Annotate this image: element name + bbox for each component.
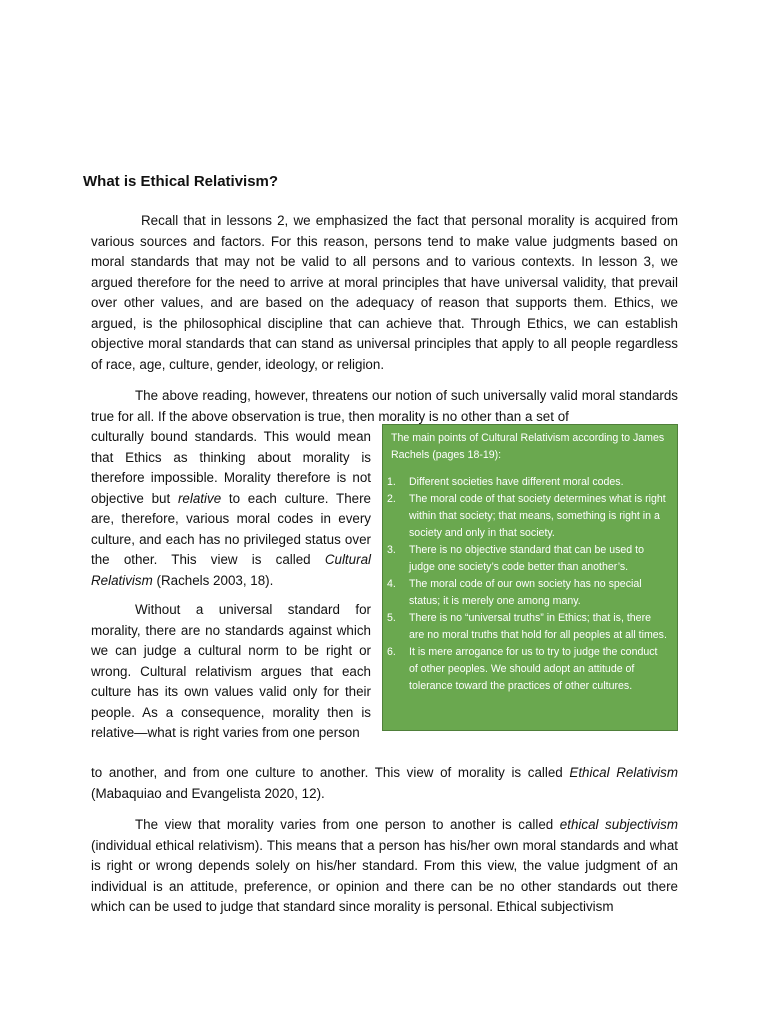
sidebar-box-heading: The main points of Cultural Relativism according to James Rachels (pages 18-19):	[391, 432, 665, 461]
list-number: 6.	[387, 646, 396, 658]
list-number: 3.	[387, 544, 396, 556]
text-run: to each culture. There are, therefore, various moral codes in every culture, and each has no privileged status over the other. This view is called	[91, 490, 371, 567]
sidebar-points-list	[387, 474, 669, 695]
section-heading: What is Ethical Relativism?	[83, 173, 279, 190]
list-item	[387, 474, 669, 491]
emphasis-ethical-subjectivism: ethical subjectivism	[559, 817, 678, 832]
list-text: The moral code of that society determines what is right within that society; that means, something is right in a society and only in that society.	[409, 493, 666, 539]
emphasis-cultural-relativism: Cultural Relativism	[91, 552, 371, 588]
paragraph-universal-standard: Without a universal standard for morality, there are no standards against which we can judge a cultural norm to be right or wrong. Cultural relativism argues that each culture has its own values valid only for their people. As a consequence, morality then is relative—what is right varies from one person	[91, 602, 371, 740]
emphasis-ethical-relativism: Ethical Relativism	[569, 765, 678, 780]
list-text: Different societies have different moral codes.	[409, 476, 624, 488]
list-item	[387, 610, 669, 644]
paragraph-threat-full-width: The above reading, however, threatens our notion of such universally valid moral standards true for all. If the above observation is true, then morality is no other than a set of	[91, 388, 678, 424]
text-run: culturally bound standards. This would mean that Ethics as thinking about morality is therefore impossible. Morality therefore is not objective but	[91, 429, 371, 506]
text-run: (individual ethical relativism). This means that a person has his/her own moral standards and what is right or wrong depends solely on his/her standard. From this view, the value judgment of an individual is an attitude, preference, or opinion and there can be no other standards out there which can be used to judge that standard since morality is personal. Ethical subjectivism	[91, 837, 678, 914]
list-number: 5.	[387, 612, 396, 624]
list-text: There is no “universal truths” in Ethics; that is, there are no moral truths that hold for all peoples at all times.	[409, 612, 667, 641]
citation: (Mabaquiao and Evangelista 2020, 12).	[91, 785, 325, 801]
list-text: The moral code of our own society has no special status; it is merely one among many.	[409, 578, 642, 607]
list-item	[387, 576, 669, 610]
list-number: 2.	[387, 493, 396, 505]
paragraph-ethical-subjectivism	[91, 815, 678, 918]
paragraph-intro: Recall that in lessons 2, we emphasized the fact that personal morality is acquired from various sources and factors. For this reason, persons tend to make value judgments based on moral standards that may not be valid to all persons and to various contexts. In lesson 3, we argued therefore for the need to arrive at moral principles that have universal validity, that prevail over other values, and are based on the adequacy of reason that supports them. Ethics, we argued, is the philosophical discipline that can achieve that. Through Ethics, we can establish objective moral standards that can stand as universal principles that apply to all people regardless of race, age, culture, gender, ideology, or religion.	[91, 213, 678, 372]
text-run: to another, and from one culture to another. This view of morality is called	[91, 765, 570, 780]
list-item	[387, 644, 669, 695]
list-number: 1.	[387, 476, 396, 488]
list-item	[387, 491, 669, 542]
paragraph-cultural-relativism	[91, 427, 371, 591]
list-item	[387, 542, 669, 576]
paragraph-ethical-relativism	[91, 763, 678, 804]
list-text: There is no objective standard that can be used to judge one society’s code better than another’s.	[409, 544, 644, 573]
cultural-relativism-sidebar-box	[382, 424, 678, 731]
citation: (Rachels 2003, 18).	[152, 572, 274, 588]
text-run: The view that morality varies from one person to another is called	[135, 817, 560, 832]
emphasis-relative: relative	[177, 490, 222, 506]
list-number: 4.	[387, 578, 396, 590]
list-text: It is mere arrogance for us to try to judge the conduct of other peoples. We should adopt an attitude of tolerance toward the practices of other cultures.	[409, 646, 658, 692]
